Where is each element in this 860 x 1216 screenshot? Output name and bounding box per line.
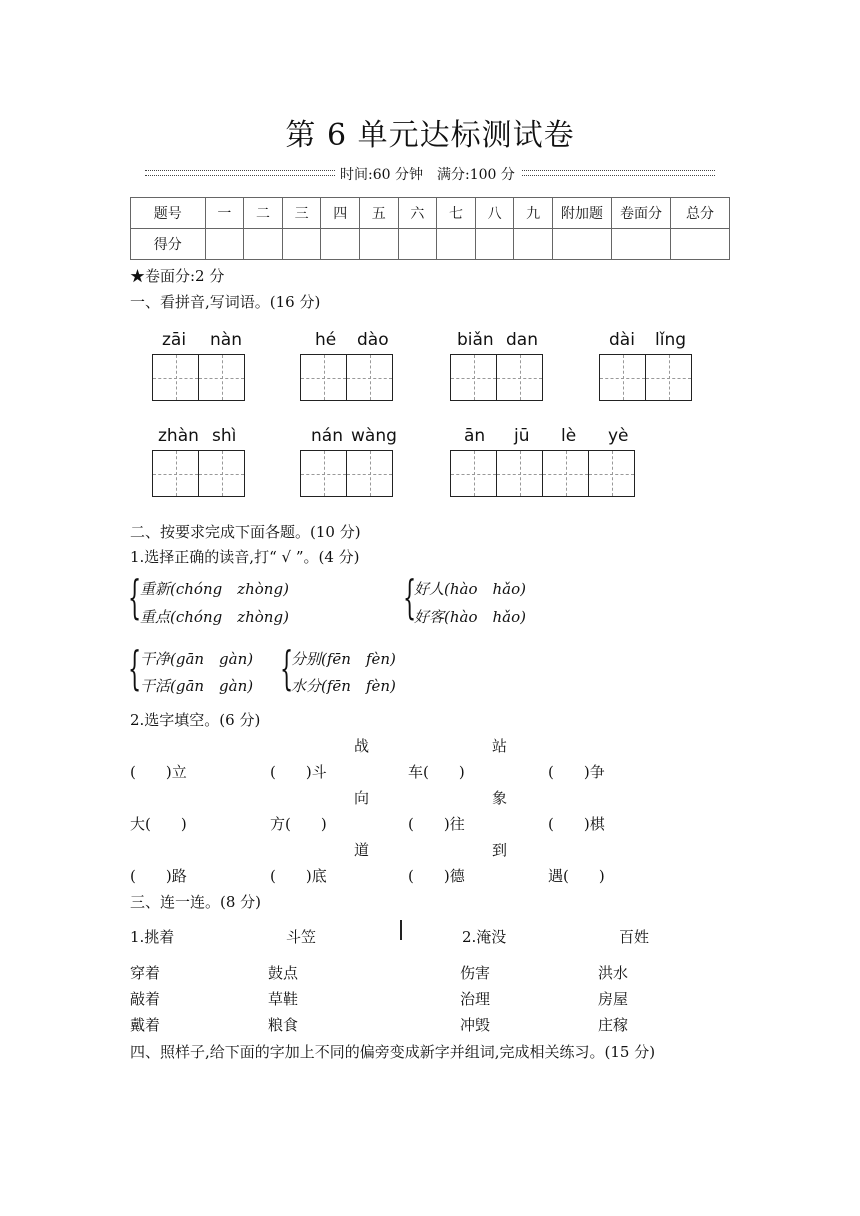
writing-cell[interactable] bbox=[198, 450, 245, 497]
score-input-cell[interactable] bbox=[282, 229, 321, 260]
pron-item: 重新(chóng zhòng) bbox=[140, 580, 289, 598]
fill-blank[interactable]: ( )德 bbox=[408, 867, 465, 885]
writing-grid[interactable] bbox=[152, 354, 244, 401]
pinyin: wàng bbox=[351, 426, 397, 446]
pron-item: 好人(hào hǎo) bbox=[414, 580, 526, 598]
brace-icon: { bbox=[128, 570, 142, 624]
pinyin: ān bbox=[464, 426, 486, 446]
score-input-cell[interactable] bbox=[321, 229, 360, 260]
match-right-item[interactable]: 粮食 bbox=[268, 1016, 299, 1034]
score-input-cell[interactable] bbox=[205, 229, 244, 260]
pinyin: hé bbox=[315, 330, 337, 350]
score-input-cell[interactable] bbox=[437, 229, 476, 260]
match-left-item[interactable]: 冲毁 bbox=[460, 1016, 491, 1034]
score-input-cell[interactable] bbox=[244, 229, 283, 260]
score-header-cell: 附加题 bbox=[553, 198, 612, 229]
brace-icon: { bbox=[403, 570, 417, 624]
match-left-item[interactable]: 伤害 bbox=[460, 964, 491, 982]
score-table bbox=[130, 197, 730, 260]
match-right-item[interactable]: 草鞋 bbox=[268, 990, 299, 1008]
score-header-cell: 二 bbox=[244, 198, 283, 229]
score-header-cell: 七 bbox=[437, 198, 476, 229]
decorative-wave-left bbox=[145, 170, 335, 176]
fill-blank[interactable]: ( )往 bbox=[408, 815, 465, 833]
match-right-item[interactable]: 洪水 bbox=[598, 964, 629, 982]
pron-item: 干净(gān gàn) bbox=[140, 650, 254, 668]
brace-icon: { bbox=[280, 641, 294, 695]
pinyin: shì bbox=[212, 426, 237, 446]
fill-blank[interactable]: 大( ) bbox=[130, 815, 187, 833]
pron-item: 分别(fēn fèn) bbox=[291, 650, 396, 668]
pinyin: nàn bbox=[210, 330, 242, 350]
match-left-item[interactable]: 戴着 bbox=[130, 1016, 161, 1034]
q2-sub2: 2.选字填空。(6 分) bbox=[130, 711, 261, 729]
pinyin: dào bbox=[357, 330, 389, 350]
writing-grid[interactable] bbox=[152, 450, 244, 497]
match-target[interactable]: 百姓 bbox=[619, 928, 650, 946]
decorative-wave-right bbox=[522, 170, 715, 176]
writing-grid[interactable] bbox=[300, 450, 392, 497]
match-left-item[interactable]: 敲着 bbox=[130, 990, 161, 1008]
match-title[interactable]: 1.挑着 bbox=[130, 928, 175, 946]
score-header-cell: 总分 bbox=[671, 198, 730, 229]
pron-item: 水分(fēn fèn) bbox=[291, 677, 396, 695]
q4-heading: 四、照样子,给下面的字加上不同的偏旁变成新字并组词,完成相关练习。(15 分) bbox=[130, 1043, 656, 1061]
fill-blank[interactable]: ( )争 bbox=[548, 763, 605, 781]
q2-heading: 二、按要求完成下面各题。(10 分) bbox=[130, 523, 361, 541]
score-header-cell: 卷面分 bbox=[612, 198, 671, 229]
fill-blank[interactable]: ( )斗 bbox=[270, 763, 327, 781]
writing-cell[interactable] bbox=[496, 450, 543, 497]
match-target[interactable]: 斗笠 bbox=[286, 928, 317, 946]
score-header-cell: 一 bbox=[205, 198, 244, 229]
column-divider bbox=[400, 920, 402, 940]
choice-char: 战 bbox=[354, 737, 370, 755]
choice-char: 象 bbox=[492, 789, 508, 807]
writing-cell[interactable] bbox=[346, 354, 393, 401]
q2-sub1: 1.选择正确的读音,打“ √ ”。(4 分) bbox=[130, 548, 360, 566]
pinyin: zhàn bbox=[158, 426, 199, 446]
fill-blank[interactable]: 遇( ) bbox=[548, 867, 605, 885]
writing-cell[interactable] bbox=[599, 354, 646, 401]
writing-cell[interactable] bbox=[588, 450, 635, 497]
score-header-cell: 五 bbox=[359, 198, 398, 229]
q3-heading: 三、连一连。(8 分) bbox=[130, 893, 262, 911]
pron-item: 干活(gān gàn) bbox=[140, 677, 254, 695]
score-input-cell[interactable] bbox=[398, 229, 437, 260]
pinyin: jū bbox=[514, 426, 530, 446]
fill-blank[interactable]: ( )棋 bbox=[548, 815, 605, 833]
score-input-cell[interactable] bbox=[475, 229, 514, 260]
q1-heading: 一、看拼音,写词语。(16 分) bbox=[130, 293, 321, 311]
writing-cell[interactable] bbox=[198, 354, 245, 401]
score-header-cell: 九 bbox=[514, 198, 553, 229]
choice-char: 道 bbox=[354, 841, 370, 859]
fill-blank[interactable]: ( )底 bbox=[270, 867, 327, 885]
match-left-item[interactable]: 治理 bbox=[460, 990, 491, 1008]
score-input-cell[interactable] bbox=[612, 229, 671, 260]
match-right-item[interactable]: 房屋 bbox=[598, 990, 629, 1008]
choice-char: 站 bbox=[492, 737, 508, 755]
fill-blank[interactable]: ( )立 bbox=[130, 763, 187, 781]
writing-cell[interactable] bbox=[450, 354, 497, 401]
score-input-cell[interactable] bbox=[553, 229, 612, 260]
writing-cell[interactable] bbox=[300, 354, 347, 401]
neatness-note: ★卷面分:2 分 bbox=[130, 267, 225, 285]
brace-icon: { bbox=[128, 641, 142, 695]
exam-meta: 时间:60 分钟 满分:100 分 bbox=[340, 167, 515, 183]
pron-item: 重点(chóng zhòng) bbox=[140, 608, 289, 626]
fill-blank[interactable]: 车( ) bbox=[408, 763, 465, 781]
writing-grid[interactable] bbox=[300, 354, 392, 401]
fill-blank[interactable]: ( )路 bbox=[130, 867, 187, 885]
writing-cell[interactable] bbox=[496, 354, 543, 401]
writing-cell[interactable] bbox=[152, 450, 199, 497]
match-title[interactable]: 2.淹没 bbox=[462, 928, 507, 946]
score-header-cell: 四 bbox=[321, 198, 360, 229]
match-left-item[interactable]: 穿着 bbox=[130, 964, 161, 982]
score-header-cell: 六 bbox=[398, 198, 437, 229]
pron-item: 好客(hào hǎo) bbox=[414, 608, 526, 626]
score-input-cell[interactable] bbox=[359, 229, 398, 260]
pinyin: lè bbox=[561, 426, 577, 446]
writing-cell[interactable] bbox=[152, 354, 199, 401]
pinyin: dan bbox=[506, 330, 538, 350]
writing-cell[interactable] bbox=[645, 354, 692, 401]
choice-char: 到 bbox=[492, 841, 508, 859]
writing-grid[interactable] bbox=[450, 354, 542, 401]
pinyin: lǐng bbox=[655, 330, 687, 350]
pinyin: yè bbox=[608, 426, 629, 446]
score-row-label: 得分 bbox=[131, 229, 206, 260]
pinyin: zāi bbox=[162, 330, 187, 350]
pinyin: dài bbox=[609, 330, 635, 350]
choice-char: 向 bbox=[354, 789, 370, 807]
writing-cell[interactable] bbox=[542, 450, 589, 497]
score-header-cell: 八 bbox=[475, 198, 514, 229]
score-header-cell: 三 bbox=[282, 198, 321, 229]
fill-blank[interactable]: 方( ) bbox=[270, 815, 327, 833]
pinyin: nán bbox=[311, 426, 343, 446]
page-title: 第 6 单元达标测试卷 bbox=[285, 118, 575, 153]
match-right-item[interactable]: 鼓点 bbox=[268, 964, 299, 982]
score-input-cell[interactable] bbox=[514, 229, 553, 260]
writing-grid[interactable] bbox=[599, 354, 691, 401]
writing-cell[interactable] bbox=[450, 450, 497, 497]
match-right-item[interactable]: 庄稼 bbox=[598, 1016, 629, 1034]
writing-grid[interactable] bbox=[450, 450, 634, 497]
pinyin: biǎn bbox=[457, 330, 494, 350]
score-header-cell: 题号 bbox=[131, 198, 206, 229]
writing-cell[interactable] bbox=[300, 450, 347, 497]
score-input-cell[interactable] bbox=[671, 229, 730, 260]
writing-cell[interactable] bbox=[346, 450, 393, 497]
